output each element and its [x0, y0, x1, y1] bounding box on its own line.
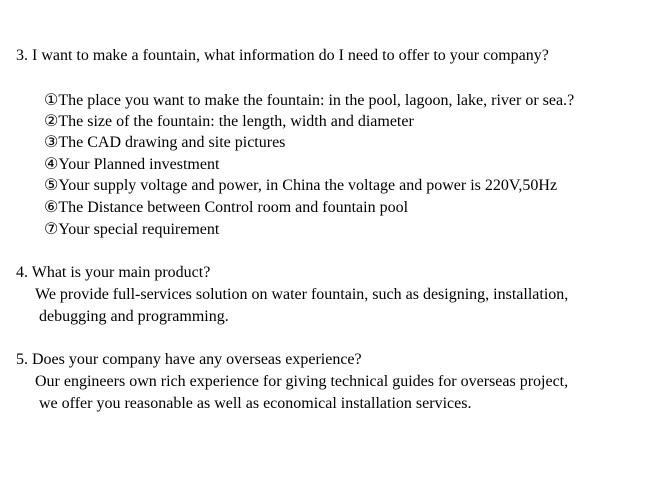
list-item: ③The CAD drawing and site pictures: [44, 134, 286, 151]
question-4: 4. What is your main product?: [16, 264, 211, 281]
answer-4-line-1: We provide full-services solution on water fountain, such as designing, installation,: [35, 286, 569, 303]
answer-5-line-2: we offer you reasonable as well as economical installation services.: [39, 395, 472, 412]
list-item: ⑥The Distance between Control room and fountain pool: [44, 199, 409, 216]
question-3: 3. I want to make a fountain, what information do I need to offer to your company?: [16, 47, 549, 64]
list-item: ⑦Your special requirement: [44, 221, 220, 238]
list-item: ①The place you want to make the fountain: in the pool, lagoon, lake, river or sea.?: [44, 92, 575, 109]
answer-5-line-1: Our engineers own rich experience for giving technical guides for overseas project,: [35, 373, 569, 390]
list-item: ②The size of the fountain: the length, width and diameter: [44, 113, 414, 130]
list-item: ④Your Planned investment: [44, 156, 220, 173]
answer-4-line-2: debugging and programming.: [39, 308, 229, 325]
list-item: ⑤Your supply voltage and power, in China the voltage and power is 220V,50Hz: [44, 177, 558, 194]
question-5: 5. Does your company have any overseas experience?: [16, 351, 362, 368]
